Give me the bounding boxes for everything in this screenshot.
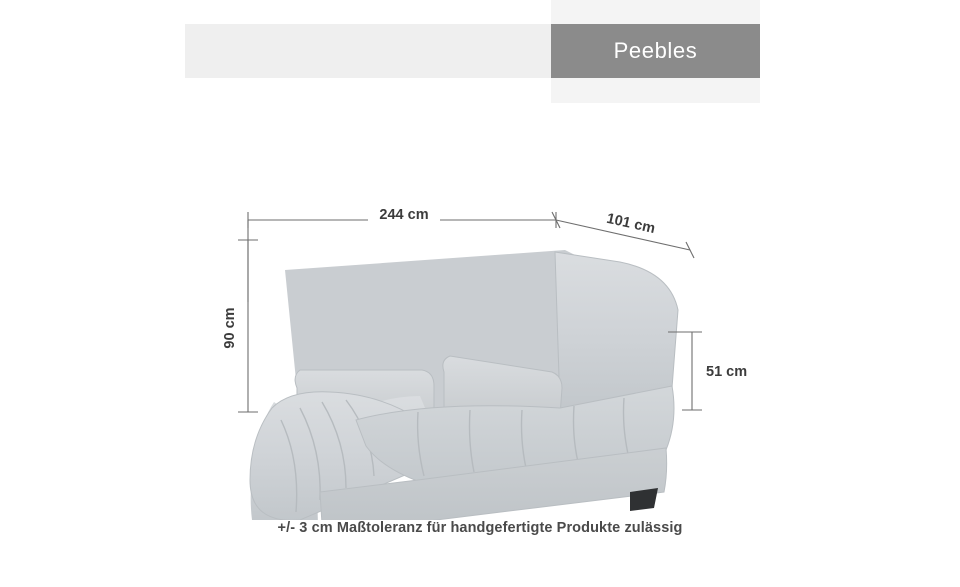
sofa-foot-front-right (630, 488, 658, 511)
seat-height-label: 51 cm (706, 364, 748, 380)
width-label: 244 cm (379, 207, 429, 223)
height-label: 90 cm (222, 307, 238, 349)
sofa-dimension-diagram (0, 120, 960, 520)
tolerance-note: +/- 3 cm Maßtoleranz für handgefertigte Produkte zulässig (277, 520, 683, 536)
depth-label: 101 cm (605, 210, 657, 238)
depth-tick-end (686, 242, 694, 258)
product-title-bar (551, 24, 760, 78)
sofa-illustration (250, 250, 678, 520)
page-title: Peebles (613, 38, 698, 63)
